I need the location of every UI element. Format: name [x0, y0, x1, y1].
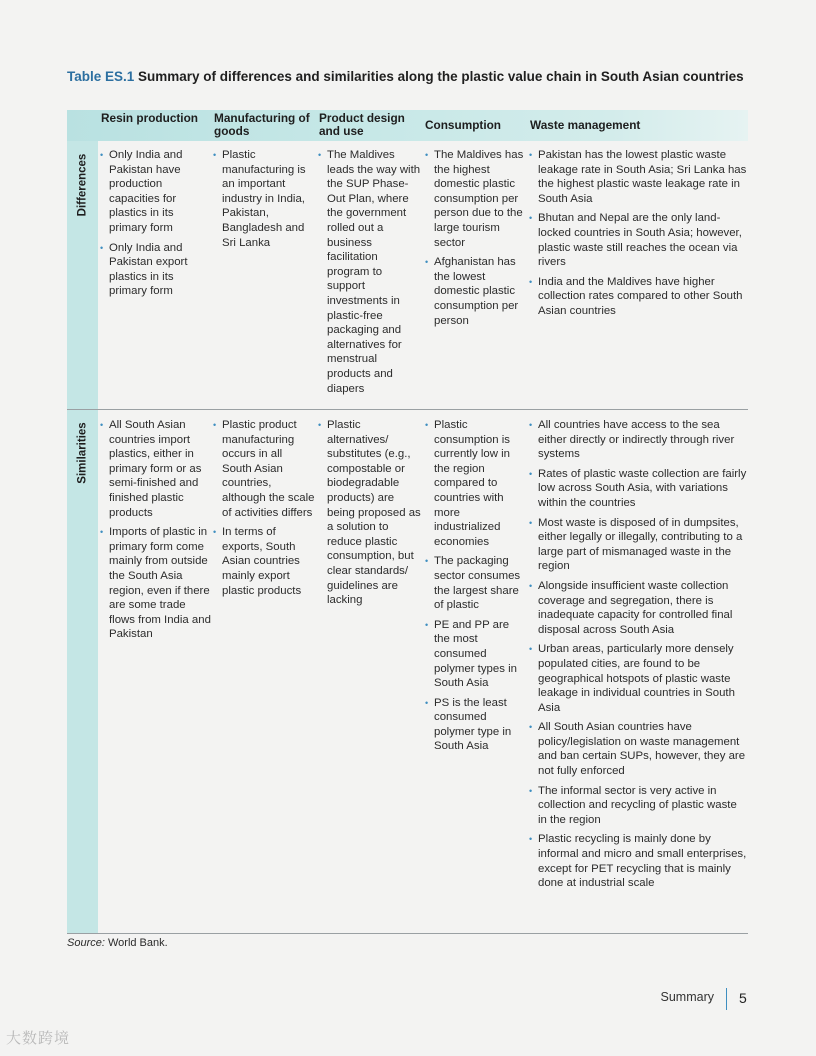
cell-similarities-waste — [529, 418, 747, 896]
bullet-item: • PE and PP are the most consumed polymer types in South Asia — [425, 618, 527, 691]
cell-differences-product-design — [318, 148, 423, 401]
row-label-similarities: Similarities — [76, 422, 89, 484]
footer-section-label: Summary — [660, 990, 714, 1004]
cell-similarities-manufacturing — [213, 418, 315, 603]
bullet-item: • Only India and Pakistan have production capacities for plastics in its primary form — [100, 148, 210, 236]
cell-differences-manufacturing — [213, 148, 315, 255]
bullet-item: • The packaging sector consumes the largest share of plastic — [425, 554, 527, 612]
bullet-item: • Plastic recycling is mainly done by informal and micro and small enterprises, except for PET recycling that is mainly done at industrial scale — [529, 832, 747, 890]
bullet-item: • All South Asian countries import plastics, either in primary form or as semi-finished and finished plastic products — [100, 418, 212, 520]
bullet-item: • Pakistan has the lowest plastic waste leakage rate in South Asia; Sri Lanka has the highest plastic waste leakage rate in South Asia — [529, 148, 747, 206]
row-label-differences: Differences — [76, 153, 89, 217]
bullet-item: • Plastic product manufacturing occurs in all South Asian countries, although the scale of activities differs — [213, 418, 315, 520]
header-resin-production: Resin production — [101, 111, 198, 125]
cell-differences-waste — [529, 148, 747, 324]
header-waste-management: Waste management — [530, 118, 641, 132]
bullet-item: • Rates of plastic waste collection are fairly low across South Asia, with variations within the countries — [529, 467, 747, 511]
bullet-item: • All countries have access to the sea either directly or indirectly through river systems — [529, 418, 747, 462]
bullet-item: • Imports of plastic in primary form come mainly from outside the South Asia region, even if there are some trade flows from India and Pakistan — [100, 525, 212, 642]
bullet-item: • PS is the least consumed polymer type in South Asia — [425, 696, 527, 754]
cell-similarities-resin — [100, 418, 212, 647]
bullet-item: • Alongside insufficient waste collection coverage and segregation, there is inadequate capacity for controlled final disposal across South Asia — [529, 579, 747, 637]
page-number: 5 — [739, 990, 747, 1006]
table-label: Table ES.1 — [67, 69, 135, 84]
bullet-item: • The informal sector is very active in collection and recycling of plastic waste in the region — [529, 784, 747, 828]
bullet-item: • Bhutan and Nepal are the only land-locked countries in South Asia; however, plastic waste still reaches the ocean via rivers — [529, 211, 747, 269]
header-manufacturing: Manufacturing of goods — [214, 111, 310, 138]
bullet-item: • Plastic consumption is currently low in the region compared to countries with more industrialized economies — [425, 418, 527, 549]
bullet-item: • Only India and Pakistan export plastics in its primary form — [100, 241, 210, 299]
footer-divider — [726, 988, 727, 1010]
bullet-item: • Afghanistan has the lowest domestic plastic consumption per person — [425, 255, 527, 328]
header-product-design: Product design and use — [319, 111, 405, 138]
cell-similarities-product-design — [318, 418, 423, 613]
table-title: Summary of differences and similarities along the plastic value chain in South Asian countries — [134, 69, 744, 84]
bullet-item: • Plastic alternatives/ substitutes (e.g., compostable or biodegradable products) are being proposed as a solution to reduce plastic consumption, but clear standards/ guidelines are lacking — [318, 418, 423, 608]
bullet-item: • The Maldives has the highest domestic plastic consumption per person due to the large tourism sector — [425, 148, 527, 250]
cell-differences-consumption — [425, 148, 527, 333]
cell-differences-resin — [100, 148, 210, 304]
table-header — [67, 110, 748, 141]
bullet-item: • Plastic manufacturing is an important industry in India, Pakistan, Bangladesh and Sri Lanka — [213, 148, 315, 250]
bullet-item: • Most waste is disposed of in dumpsites, either legally or illegally, contributing to a large part of mismanaged waste in the region — [529, 516, 747, 574]
cell-similarities-consumption — [425, 418, 527, 759]
table-bottom-rule — [67, 933, 748, 934]
bullet-item: • India and the Maldives have higher collection rates compared to other South Asian countries — [529, 275, 747, 319]
watermark-logo: 大数跨境 — [6, 1030, 71, 1047]
table-caption — [67, 68, 747, 85]
source-note: Source: World Bank. — [67, 937, 168, 949]
bullet-item: • In terms of exports, South Asian countries mainly export plastic products — [213, 525, 315, 598]
row-divider — [67, 409, 748, 410]
header-consumption: Consumption — [425, 118, 502, 132]
bullet-item: • All South Asian countries have policy/legislation on waste management and ban certain SUPs, however, they are not fully enforced — [529, 720, 747, 778]
bullet-item: • Urban areas, particularly more densely populated cities, are found to be geographical hotspots of plastic waste leakage in individual countries in South Asia — [529, 642, 747, 715]
bullet-item: • The Maldives leads the way with the SUP Phase-Out Plan, where the government rolled out a business facilitation program to support investments in plastic-free packaging and alternatives for menstrual products and diapers — [318, 148, 423, 396]
